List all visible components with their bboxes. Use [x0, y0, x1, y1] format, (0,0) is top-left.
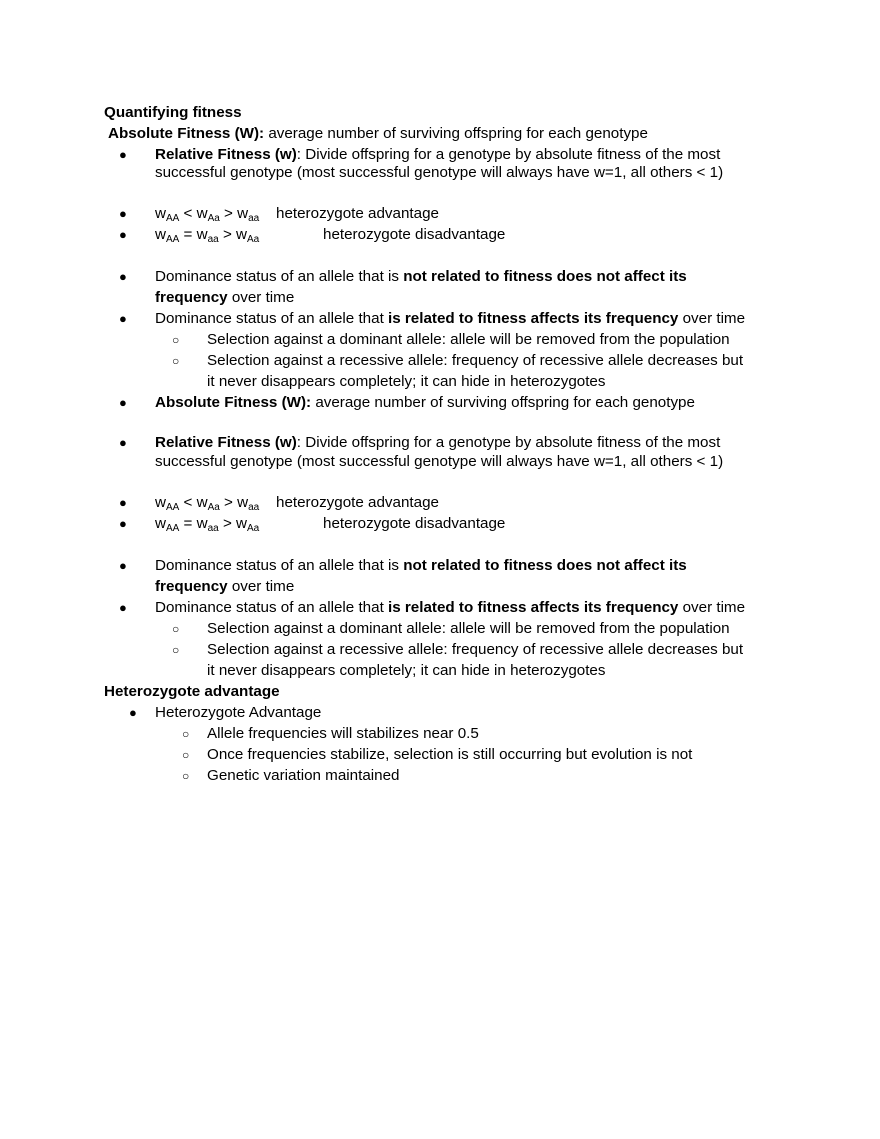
- text: over time: [227, 578, 295, 595]
- absolute-fitness-label: Absolute Fitness (W):: [155, 394, 312, 411]
- het-advantage-item: Heterozygote Advantage: [155, 704, 322, 721]
- bullet-icon: ●: [119, 395, 127, 410]
- selection-recessive-repeat: Selection against a recessive allele: frequency of recessive allele decreases but: [207, 641, 744, 658]
- label-heterozygote-advantage-repeat: heterozygote advantage: [276, 494, 439, 511]
- bullet-icon: ●: [119, 269, 127, 284]
- relative-fitness-label: Relative Fitness (w): [155, 146, 297, 163]
- w-symbol: w: [155, 494, 166, 511]
- heading-heterozygote-advantage: Heterozygote advantage: [104, 683, 280, 700]
- circle-bullet-icon: ○: [172, 643, 180, 657]
- label-heterozygote-advantage: heterozygote advantage: [276, 205, 439, 222]
- w-symbol: w: [236, 515, 247, 532]
- selection-recessive: Selection against a recessive allele: frequency of recessive allele decreases but: [207, 352, 744, 369]
- bullet-icon: ●: [119, 435, 127, 450]
- circle-bullet-icon: ○: [172, 354, 180, 368]
- het-sub-item: Once frequencies stabilize, selection is still occurring but evolution is not: [207, 746, 693, 763]
- bullet-icon: ●: [119, 227, 127, 242]
- text: over time: [227, 289, 295, 306]
- text: Dominance status of an allele that is: [155, 268, 404, 285]
- dominance-unrelated-line-2: [155, 288, 294, 308]
- relative-fitness-line-2-repeat: successful genotype (most successful genotype will always have w=1, all others < 1): [155, 453, 724, 470]
- relative-fitness-text: : Divide offspring for a genotype by absolute fitness of the most: [296, 434, 721, 451]
- selection-dominant-repeat: Selection against a dominant allele: allele will be removed from the population: [207, 620, 730, 637]
- operator: >: [219, 494, 238, 511]
- bullet-icon: ●: [129, 705, 137, 720]
- subscript: Aa: [247, 523, 260, 534]
- w-symbol: w: [196, 494, 208, 511]
- equation-advantage-repeat: [155, 493, 259, 513]
- selection-recessive-2-repeat: it never disappears completely; it can hide in heterozygotes: [207, 662, 606, 679]
- absolute-fitness-label: Absolute Fitness (W):: [108, 125, 265, 142]
- relative-fitness-text: : Divide offspring for a genotype by absolute fitness of the most: [296, 146, 721, 163]
- w-symbol: w: [196, 515, 208, 532]
- subscript: AA: [165, 502, 180, 513]
- het-sub-item: Allele frequencies will stabilizes near 0.5: [207, 725, 479, 742]
- dominance-unrelated-line: [155, 267, 687, 287]
- operator: <: [179, 494, 197, 511]
- subscript: AA: [165, 523, 180, 534]
- subscript: Aa: [207, 213, 220, 224]
- relative-fitness-line-2: successful genotype (most successful genotype will always have w=1, all others < 1): [155, 164, 724, 181]
- w-symbol: w: [155, 515, 166, 532]
- bullet-icon: ●: [119, 311, 127, 326]
- circle-bullet-icon: ○: [182, 727, 190, 741]
- text: Dominance status of an allele that is: [155, 557, 404, 574]
- operator: >: [218, 226, 237, 243]
- dominance-related-line: [155, 309, 745, 329]
- operator: =: [179, 226, 197, 243]
- label-heterozygote-disadvantage: heterozygote disadvantage: [323, 226, 506, 243]
- subscript: AA: [165, 213, 180, 224]
- dominance-unrelated-line-2-repeat: [155, 577, 294, 597]
- circle-bullet-icon: ○: [182, 748, 190, 762]
- circle-bullet-icon: ○: [182, 769, 190, 783]
- text: Dominance status of an allele that: [155, 310, 389, 327]
- bold-text: not related to fitness does not affect its: [403, 268, 687, 285]
- heading-quantifying-fitness: Quantifying fitness: [104, 104, 242, 121]
- subscript: Aa: [207, 502, 220, 513]
- bold-text: frequency: [155, 289, 228, 306]
- bullet-icon: ●: [119, 600, 127, 615]
- absolute-fitness-text: average number of surviving offspring for each genotype: [264, 125, 648, 142]
- subscript: aa: [207, 523, 219, 534]
- w-symbol: w: [196, 205, 208, 222]
- w-symbol: w: [237, 205, 249, 222]
- het-sub-item: Genetic variation maintained: [207, 767, 400, 784]
- absolute-fitness-line-repeat: [155, 393, 695, 413]
- selection-recessive-2: it never disappears completely; it can hide in heterozygotes: [207, 373, 606, 390]
- w-symbol: w: [237, 494, 249, 511]
- dominance-related-line-repeat: [155, 598, 745, 618]
- operator: >: [218, 515, 237, 532]
- absolute-fitness-text: average number of surviving offspring for each genotype: [311, 394, 695, 411]
- dominance-unrelated-line-repeat: [155, 556, 687, 576]
- relative-fitness-label: Relative Fitness (w): [155, 434, 297, 451]
- subscript: aa: [207, 234, 219, 245]
- w-symbol: w: [155, 226, 166, 243]
- operator: =: [179, 515, 197, 532]
- subscript: AA: [165, 234, 180, 245]
- text: over time: [678, 599, 746, 616]
- bold-text: is related to fitness affects its frequency: [388, 599, 679, 616]
- w-symbol: w: [155, 205, 166, 222]
- relative-fitness-line: [155, 145, 720, 165]
- bold-text: frequency: [155, 578, 228, 595]
- bullet-icon: ●: [119, 206, 127, 221]
- subscript: Aa: [247, 234, 260, 245]
- w-symbol: w: [196, 226, 208, 243]
- subscript: aa: [248, 502, 260, 513]
- bold-text: is related to fitness affects its frequency: [388, 310, 679, 327]
- circle-bullet-icon: ○: [172, 622, 180, 636]
- text: Dominance status of an allele that: [155, 599, 389, 616]
- operator: >: [219, 205, 238, 222]
- bullet-icon: ●: [119, 558, 127, 573]
- label-heterozygote-disadvantage-repeat: heterozygote disadvantage: [323, 515, 506, 532]
- selection-dominant: Selection against a dominant allele: allele will be removed from the population: [207, 331, 730, 348]
- absolute-fitness-line: [108, 124, 648, 144]
- equation-disadvantage: [155, 225, 259, 245]
- w-symbol: w: [236, 226, 247, 243]
- circle-bullet-icon: ○: [172, 333, 180, 347]
- bullet-icon: ●: [119, 147, 127, 162]
- relative-fitness-line-repeat: [155, 433, 720, 453]
- bullet-icon: ●: [119, 516, 127, 531]
- bold-text: not related to fitness does not affect its: [403, 557, 687, 574]
- subscript: aa: [248, 213, 260, 224]
- bullet-icon: ●: [119, 495, 127, 510]
- operator: <: [179, 205, 197, 222]
- text: over time: [678, 310, 746, 327]
- equation-disadvantage-repeat: [155, 514, 259, 534]
- equation-advantage: [155, 204, 259, 224]
